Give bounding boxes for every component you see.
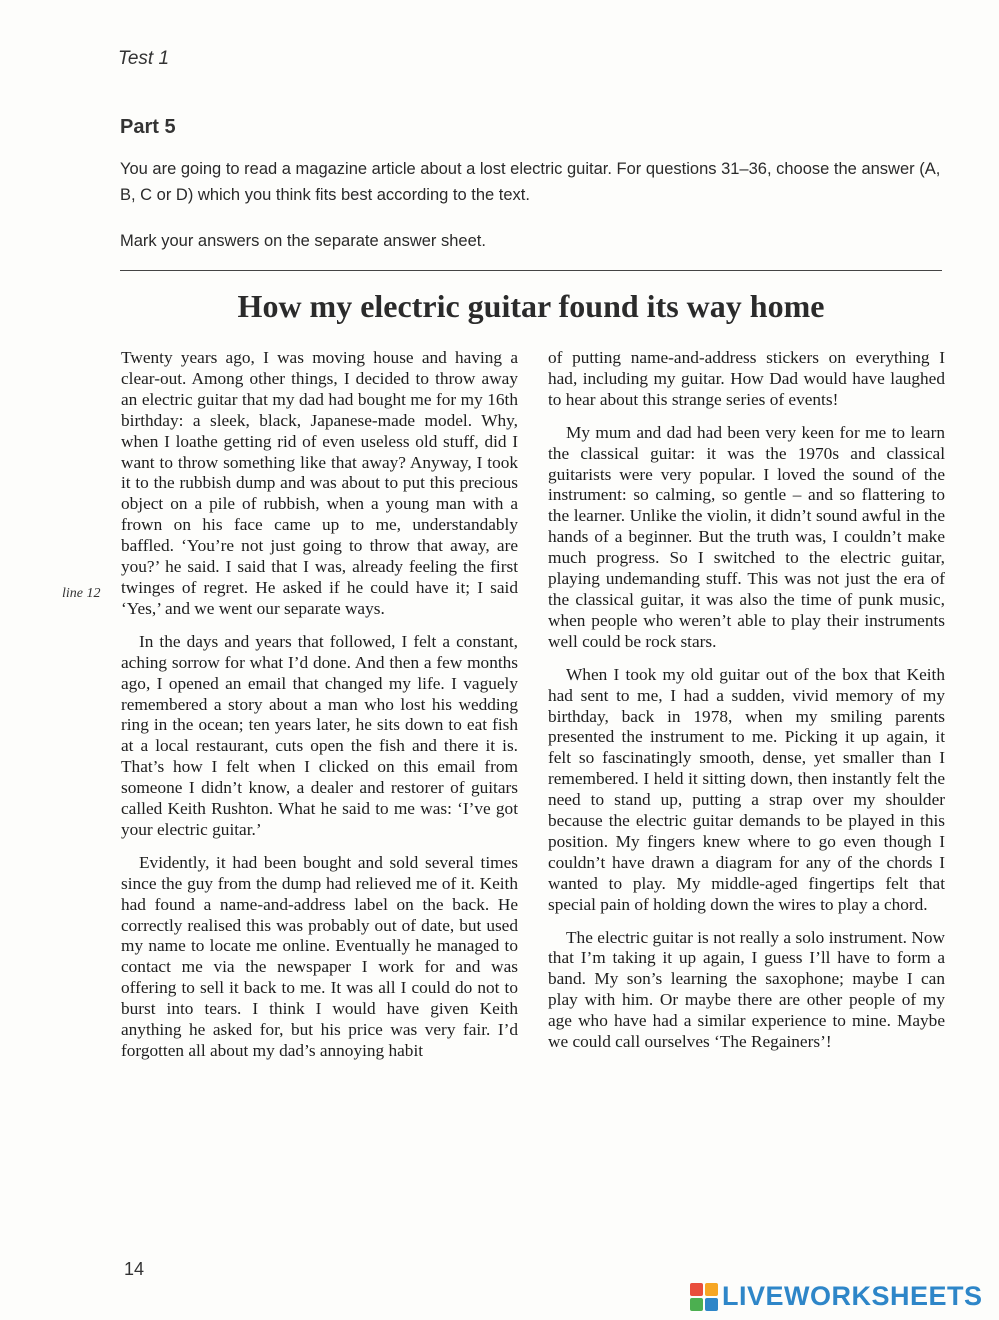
instructions: You are going to read a magazine article about a lost electric guitar. For questions 31–36, choose the answer (A, B, C or D) which you think fits best according to the text. <box>120 160 941 204</box>
article-paragraph: Evidently, it had been bought and sold several times since the guy from the dump had relieved me of it. Keith had found a name-and-address label on the back. He correctly realised this was probably out of date, but used my name to locate me online. Eventually he managed to contact me via the newspaper I work for and was offering to sell it back to me. It was all I could do not to burst into tears. I think I would have given Keith anything he asked for, but his price was very fair. I’d forgotten all about my dad’s annoying habit <box>121 852 518 1060</box>
part-heading: Part 5 <box>120 116 176 138</box>
line-marker: line 12 <box>62 586 101 601</box>
article-paragraph: In the days and years that followed, I felt a constant, aching sorrow for what I’d done. And then a few months ago, I opened an email that changed my life. I vaguely remembered a story about a man who lost his wedding ring in the ocean; ten years later, he sits down to eat fish at a local restaurant, cuts open the fish and there it is. That’s how I felt when I clicked on this email from someone I didn’t know, a dealer and restorer of guitars called Keith Rushton. What he said to me was: ‘I’ve got your electric guitar.’ <box>121 631 518 839</box>
page-number: 14 <box>124 1259 145 1279</box>
running-header: Test 1 <box>118 48 170 69</box>
logo-square <box>705 1298 718 1311</box>
article-paragraph: of putting name-and-address stickers on everything I had, including my guitar. How Dad would have laughed to hear about this strange series of events! <box>548 348 945 409</box>
logo-square <box>690 1298 703 1311</box>
answer-note: Mark your answers on the separate answer sheet. <box>120 232 486 250</box>
logo-square <box>705 1283 718 1296</box>
article-left-column <box>121 348 518 1074</box>
brand-logo[interactable] <box>690 1281 983 1312</box>
article-paragraph: Twenty years ago, I was moving house and having a clear-out. Among other things, I decided to throw away an electric guitar that my dad had bought me for my 16th birthday: a sleek, black, Japanese-made model. Why, when I loathe getting rid of even useless old stuff, did I want to throw something like that away? Anyway, I took it to the rubbish dump and was about to put this precious object on a pile of rubbish, when a young man with a frown on his face came up to me, understandably baffled. ‘You’re not just going to throw that away, are you?’ he said. I said that I was, already feeling the first twinges of regret. He asked if he could have it; I said ‘Yes,’ and we went our separate ways. <box>121 348 518 618</box>
article-paragraph: The electric guitar is not really a solo instrument. Now that I’m taking it up again, I guess I’ll have to form a band. My son’s learning the saxophone; maybe I can play with him. Or maybe there are other people of my age who have had a similar experience to mine. Maybe we could call ourselves ‘The Regainers’! <box>548 927 945 1052</box>
article-paragraph: When I took my old guitar out of the box that Keith had sent to me, I had a sudden, vivid memory of my birthday, back in 1978, when my smiling parents presented the instrument to me. Picking it up again, it felt so fascinatingly smooth, dense, yet smaller than I remembered. I held it sitting down, then instantly felt the need to stand up, putting a strap over my shoulder because the electric guitar demands to be played in this position. My fingers knew where to go even though I couldn’t have drawn a diagram for any of the chords I wanted to play. My middle-aged fingertips felt that special pain of holding down the wires to play a chord. <box>548 664 945 914</box>
article-paragraph: My mum and dad had been very keen for me to learn the classical guitar: it was the 1970s and classical guitarists were very popular. I loved the sound of the instrument: so calming, so gentle – and so flattering to the learner. Unlike the violin, it didn’t sound awful in the hands of a beginner. But the truth was, I couldn’t make much progress. So I switched to the electric guitar, playing undemanding stuff. This was not just the era of the classical guitar, it was also the time of punk music, when people who weren’t able to play their instruments well could be rock stars. <box>548 422 945 651</box>
logo-square <box>690 1283 703 1296</box>
article-title: How my electric guitar found its way home <box>237 288 825 324</box>
divider <box>120 270 942 271</box>
brand-name: LIVEWORKSHEETS <box>722 1281 983 1311</box>
article-right-column <box>548 348 945 1065</box>
liveworksheets-logo-icon <box>690 1283 718 1311</box>
